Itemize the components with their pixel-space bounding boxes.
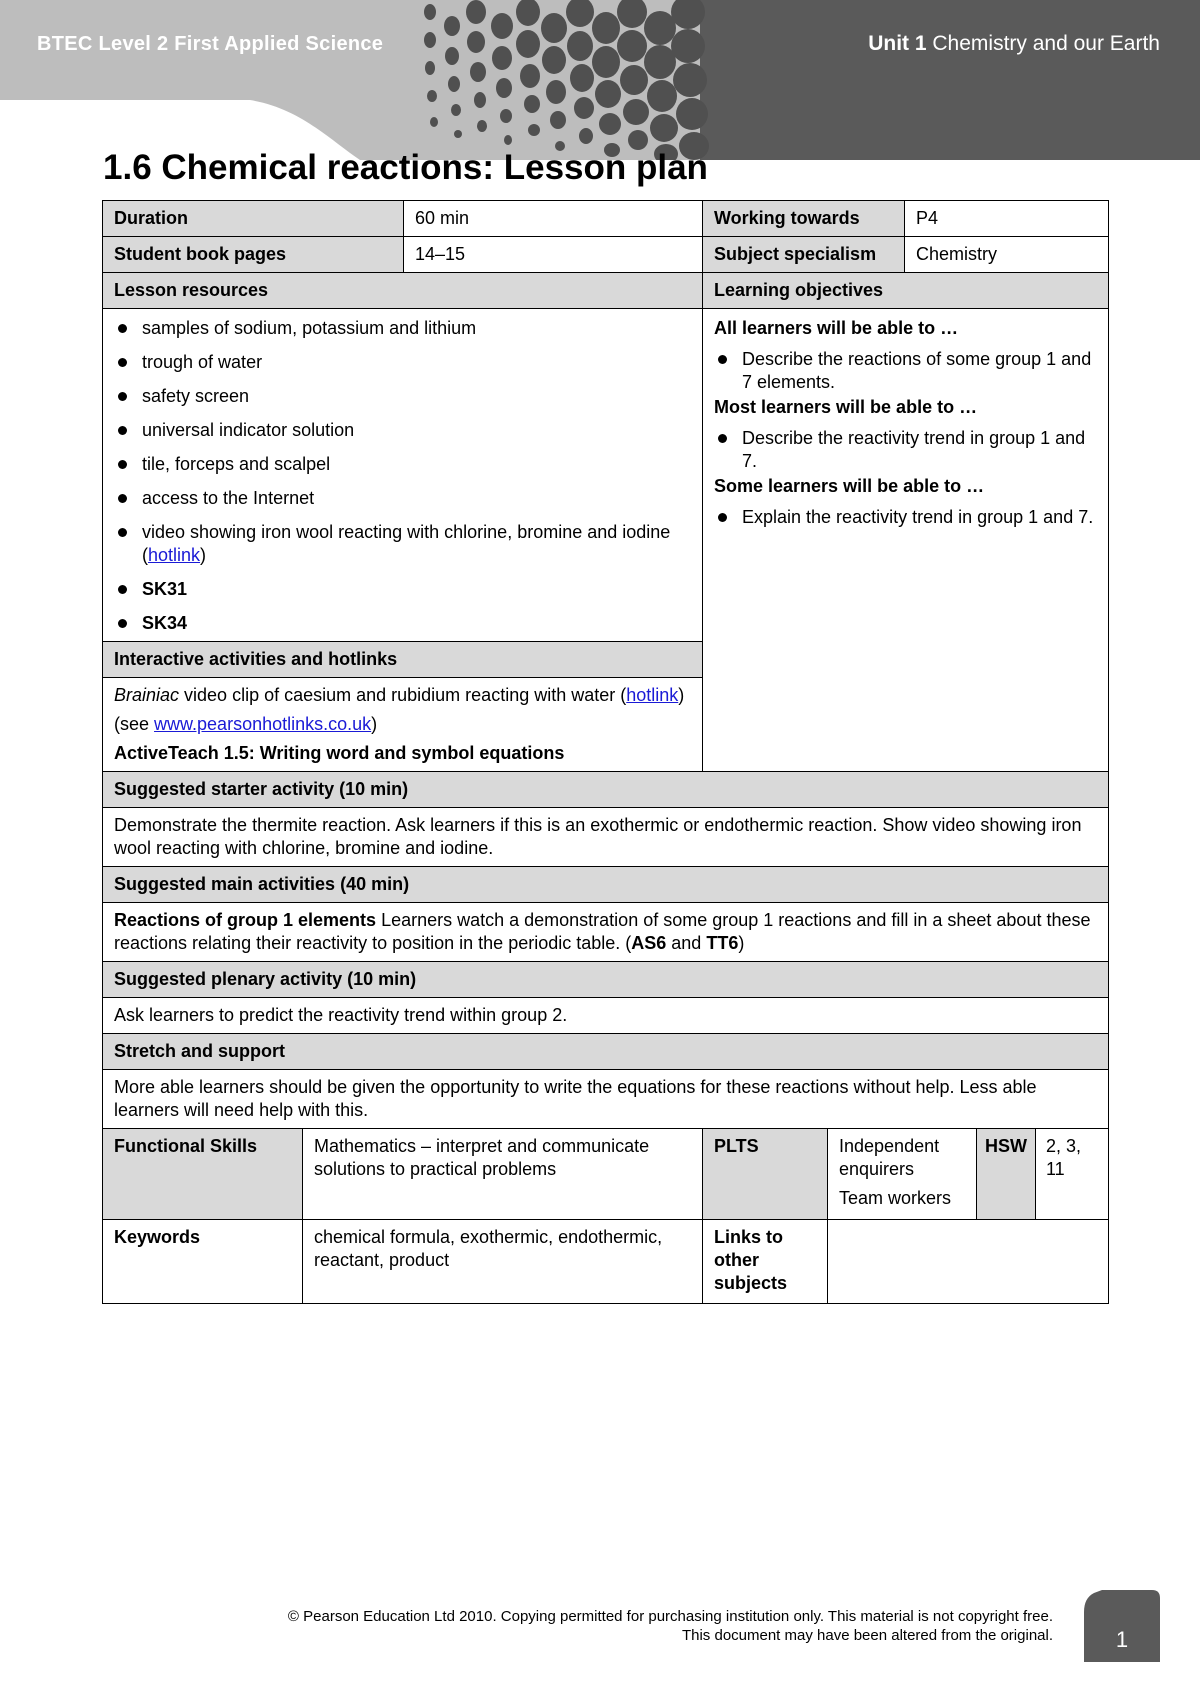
video-resource-text: video showing iron wool reacting with chlorine, bromine and iodine ( <box>142 522 671 565</box>
see-paragraph <box>114 713 691 736</box>
list-item: Explain the reactivity trend in group 1 and 7. <box>714 506 1097 529</box>
functional-skills-value: Mathematics – interpret and communicate solutions to practical problems <box>303 1129 703 1220</box>
plenary-activity-text: Ask learners to predict the reactivity trend within group 2. <box>103 998 1109 1034</box>
student-book-pages-label: Student book pages <box>103 237 404 273</box>
main-header-row <box>103 867 1109 903</box>
working-towards-label: Working towards <box>703 201 905 237</box>
links-other-subjects-label: Links to other subjects <box>703 1220 828 1304</box>
starter-activity-text: Demonstrate the thermite reaction. Ask learners if this is an exothermic or endothermic reaction. Show video showing iron wool reacting with chlorine, bromine and iodine. <box>103 808 1109 867</box>
pages-row <box>103 237 1109 273</box>
all-learners-heading: All learners will be able to … <box>714 318 959 338</box>
page-header <box>0 0 1200 160</box>
main-row <box>103 903 1109 962</box>
as6-ref: AS6 <box>631 933 667 953</box>
plts-values <box>828 1129 977 1220</box>
list-item: SK31 <box>114 578 691 601</box>
series-title: BTEC Level 2 First Applied Science <box>37 33 384 55</box>
lesson-plan-table <box>102 200 1109 1304</box>
subject-specialism-value: Chemistry <box>905 237 1109 273</box>
resources-row <box>103 309 1109 642</box>
interactive-activities-heading: Interactive activities and hotlinks <box>103 642 703 678</box>
plts-value: Independent enquirers <box>839 1136 940 1179</box>
plenary-activity-heading: Suggested plenary activity (10 min) <box>103 962 1109 998</box>
hotlink-link[interactable]: hotlink <box>626 685 679 705</box>
all-learners-list <box>714 348 1097 394</box>
most-learners-list <box>714 427 1097 473</box>
plts-value: Team workers <box>839 1188 952 1208</box>
stretch-support-heading: Stretch and support <box>103 1034 1109 1070</box>
hotlink-link[interactable]: hotlink <box>148 545 201 565</box>
list-item: Describe the reactions of some group 1 and 7 elements. <box>714 348 1097 394</box>
close-paren: ) <box>678 685 685 705</box>
student-book-pages-value: 14–15 <box>404 237 703 273</box>
working-towards-value: P4 <box>905 201 1109 237</box>
close-paren: ) <box>738 933 745 953</box>
hsw-cell <box>977 1129 1109 1220</box>
main-activity-title: Reactions of group 1 elements <box>114 910 377 930</box>
page-title: 1.6 Chemical reactions: Lesson plan <box>103 148 708 187</box>
page-number: 1 <box>1115 1627 1129 1652</box>
copyright-line: © Pearson Education Ltd 2010. Copying permitted for purchasing institution only. This material is not copyright free. <box>287 1608 1053 1625</box>
subject-specialism-label: Subject specialism <box>703 237 905 273</box>
plenary-header-row <box>103 962 1109 998</box>
starter-activity-heading: Suggested starter activity (10 min) <box>103 772 1109 808</box>
close-paren: ) <box>200 545 207 565</box>
lesson-resources-cell <box>103 309 703 642</box>
main-activity-text: Learners watch a demonstration of some group 1 reactions and fill in a sheet about these reactions relating their reactivity to position in the periodic table. ( <box>114 910 1091 953</box>
list-item: trough of water <box>114 351 691 374</box>
copyright-footer <box>288 1607 1053 1645</box>
see-prefix: (see <box>114 714 155 734</box>
main-activities-heading: Suggested main activities (40 min) <box>103 867 1109 903</box>
list-item: access to the Internet <box>114 487 691 510</box>
links-other-subjects-value <box>828 1220 1109 1304</box>
main-activities-cell <box>103 903 1109 962</box>
starter-row <box>103 808 1109 867</box>
stretch-row <box>103 1070 1109 1129</box>
unit-name: Chemistry and our Earth <box>932 32 1160 55</box>
list-item: tile, forceps and scalpel <box>114 453 691 476</box>
list-item <box>114 521 691 567</box>
stretch-header-row <box>103 1034 1109 1070</box>
brainiac-title: Brainiac <box>114 685 180 705</box>
unit-title <box>868 32 1160 56</box>
plenary-row <box>103 998 1109 1034</box>
keywords-row <box>103 1220 1109 1304</box>
keywords-label: Keywords <box>103 1220 303 1304</box>
list-item: universal indicator solution <box>114 419 691 442</box>
unit-label: Unit 1 <box>868 32 927 55</box>
list-item: safety screen <box>114 385 691 408</box>
most-learners-heading: Most learners will be able to … <box>714 397 978 417</box>
some-learners-list <box>714 506 1097 529</box>
functional-skills-row <box>103 1129 1109 1220</box>
resources-header-row <box>103 273 1109 309</box>
list-item: Describe the reactivity trend in group 1 and 7. <box>714 427 1097 473</box>
duration-label: Duration <box>103 201 404 237</box>
activeteach-paragraph: ActiveTeach 1.5: Writing word and symbol equations <box>114 743 565 763</box>
hsw-label: HSW <box>977 1129 1036 1219</box>
stretch-support-text: More able learners should be given the opportunity to write the equations for these reactions without help. Less able learners will need help with this. <box>103 1070 1109 1129</box>
resources-list <box>114 317 691 635</box>
list-item: samples of sodium, potassium and lithium <box>114 317 691 340</box>
plts-label: PLTS <box>703 1129 828 1220</box>
lesson-resources-heading: Lesson resources <box>103 273 703 309</box>
some-learners-heading: Some learners will be able to … <box>714 476 985 496</box>
list-item: SK34 <box>114 612 691 635</box>
tt6-ref: TT6 <box>706 933 739 953</box>
brainiac-paragraph <box>114 684 691 707</box>
learning-objectives-cell <box>703 309 1109 772</box>
header-banner-graphic <box>0 0 1200 160</box>
close-paren: ) <box>371 714 378 734</box>
altered-notice: This document may have been altered from the original. <box>681 1627 1053 1644</box>
functional-skills-label: Functional Skills <box>103 1129 303 1220</box>
duration-value: 60 min <box>404 201 703 237</box>
interactive-activities-cell <box>103 678 703 772</box>
and-text: and <box>666 933 707 953</box>
hsw-value: 2, 3, 11 <box>1046 1136 1082 1179</box>
keywords-value: chemical formula, exothermic, endothermic, reactant, product <box>303 1220 703 1304</box>
duration-row <box>103 201 1109 237</box>
starter-header-row <box>103 772 1109 808</box>
clip-text: video clip of caesium and rubidium reacting with water ( <box>179 685 627 705</box>
learning-objectives-heading: Learning objectives <box>703 273 1109 309</box>
pearson-hotlinks-link[interactable]: www.pearsonhotlinks.co.uk <box>154 714 372 734</box>
